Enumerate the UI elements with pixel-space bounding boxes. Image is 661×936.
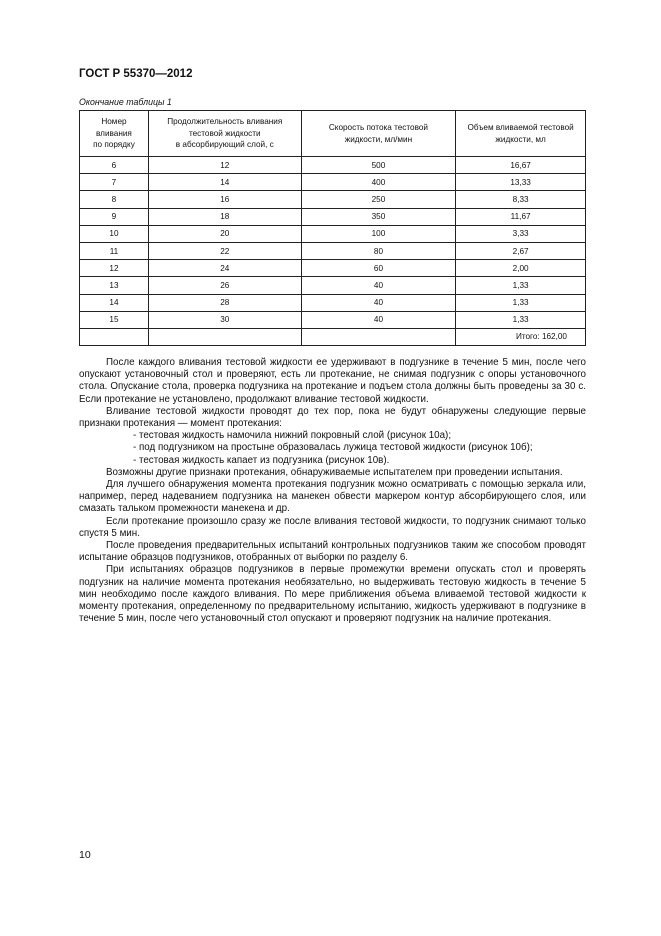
- data-table: [79, 110, 586, 346]
- col-header-number: Номер вливания по порядку: [80, 111, 149, 157]
- document-header: ГОСТ Р 55370—2012: [79, 68, 193, 80]
- table-row: 14 28 40 1,33: [80, 294, 586, 311]
- table-row: 7 14 400 13,33: [80, 174, 586, 191]
- paragraph: Если протекание произошло сразу же после вливания тестовой жидкости, то подгузник снимают только спустя 5 мин.: [79, 515, 586, 539]
- table-header-row: [80, 111, 586, 157]
- table-row: 10 20 100 3,33: [80, 225, 586, 242]
- col-header-volume: Объем вливаемой тестовой жидкости, мл: [456, 111, 586, 157]
- table-row: 8 16 250 8,33: [80, 191, 586, 208]
- paragraph: При испытаниях образцов подгузников в первые промежутки времени опускать стол и проверять подгузник на наличие момента протекания необязательно, но выдерживать тестовую жидкость в течение 5 мин необходимо после каждого вливания. По мере приближения объема вливаемой тестовой жидкости к моменту протекания, определенному по предварительному испытанию, жидкость удерживают в подгузнике в течение 5 мин, после чего установочный стол опускают и проверяют подгузник на наличие протекания.: [79, 564, 586, 625]
- page-number: 10: [79, 849, 91, 861]
- table-row: 11 22 80 2,67: [80, 242, 586, 259]
- table-row: 15 30 40 1,33: [80, 311, 586, 328]
- paragraph: После проведения предварительных испытаний контрольных подгузников таким же способом проводят испытание образцов подгузников, отобранных от выборки по разделу 6.: [79, 540, 586, 564]
- table-row: 12 24 60 2,00: [80, 260, 586, 277]
- table-row: 9 18 350 11,67: [80, 208, 586, 225]
- body-text: [79, 357, 586, 625]
- col-header-flow-rate: Скорость потока тестовой жидкости, мл/мин: [301, 111, 456, 157]
- list-item: - тестовая жидкость намочила нижний покровный слой (рисунок 10а);: [133, 430, 452, 442]
- list-item: - тестовая жидкость капает из подгузника (рисунок 10в).: [133, 454, 390, 466]
- table-total: Итого: 162,00: [456, 328, 586, 345]
- paragraph: После каждого вливания тестовой жидкости ее удерживают в подгузнике в течение 5 мин, после чего опускают установочный стол и проверяют, есть ли протекание, не снимая подгузник с опоры установочного стола. Опускание стола, проверка подгузника на протекание и подъем стола должны быть проведены за 30 с. Если протекание не установлено, продолжают вливание тестовой жидкости.: [79, 357, 586, 405]
- paragraph: Возможны другие признаки протекания, обнаруживаемые испытателем при проведении испытания.: [106, 466, 563, 478]
- table-total-row: [80, 328, 586, 345]
- col-header-duration: Продолжительность вливания тестовой жидкости в абсорбирующий слой, с: [148, 111, 301, 157]
- paragraph: Для лучшего обнаружения момента протекания подгузник можно осматривать с помощью зеркала или, например, перед надеванием подгузника на манекен обвести маркером контур абсорбирующего слоя, или смазать тальком промежности манекена и др.: [79, 479, 586, 515]
- table-row: 6 12 500 16,67: [80, 157, 586, 174]
- paragraph: Вливание тестовой жидкости проводят до тех пор, пока не будут обнаружены следующие первые признаки протекания — момент протекания:: [79, 405, 586, 430]
- table-row: 13 26 40 1,33: [80, 277, 586, 294]
- list-item: - под подгузником на простыне образовалась лужица тестовой жидкости (рисунок 10б);: [133, 442, 533, 454]
- table-caption: Окончание таблицы 1: [79, 97, 172, 107]
